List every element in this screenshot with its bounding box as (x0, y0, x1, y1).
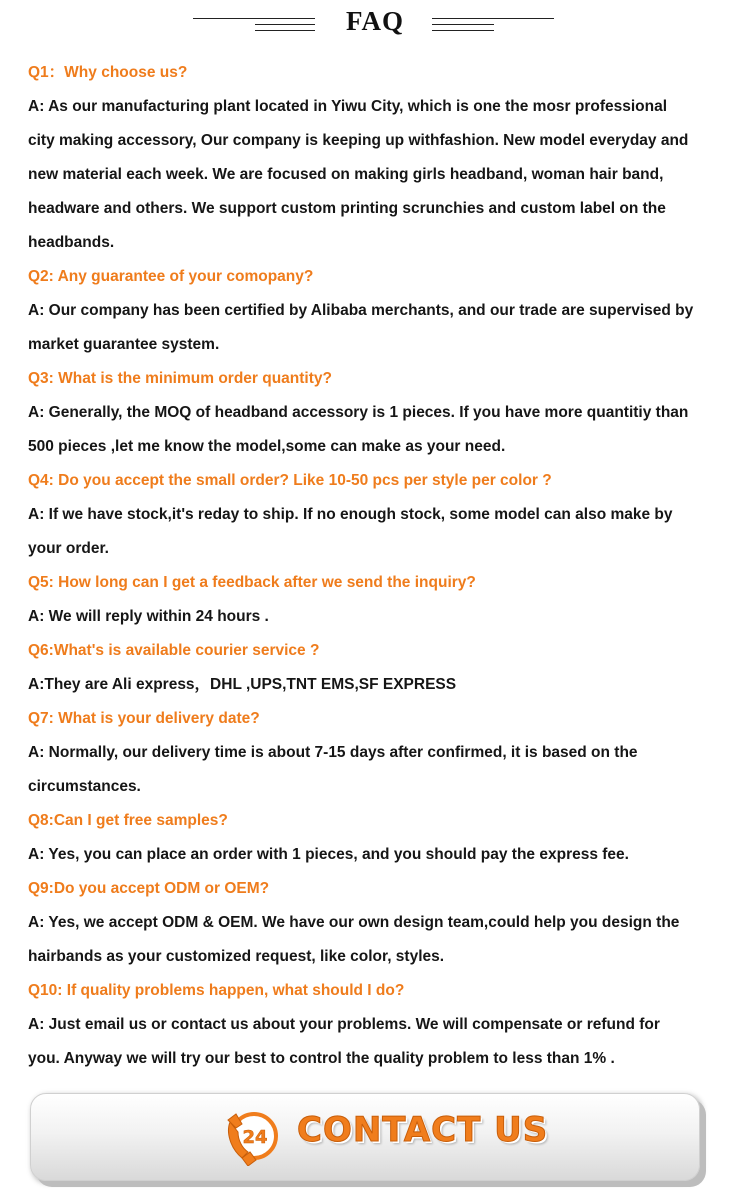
faq-answer-line: A: Normally, our delivery time is about 7-15 days after confirmed, it is based on the (28, 744, 638, 761)
faq-answer-line: A: Yes, you can place an order with 1 pieces, and you should pay the express fee. (28, 846, 629, 863)
faq-answer-line: market guarantee system. (28, 336, 220, 353)
faq-answer-line: hairbands as your customized request, like color, styles. (28, 948, 445, 965)
phone-24-icon (224, 1108, 282, 1166)
faq-list (28, 56, 728, 1076)
faq-answer-line: A: Yes, we accept ODM & OEM. We have our own design team,could help you design the (28, 914, 680, 931)
faq-answer-line: city making accessory, Our company is keeping up withfashion. New model everyday and (28, 132, 689, 149)
faq-question: Q9:Do you accept ODM or OEM? (28, 880, 270, 897)
faq-question: Q7: What is your delivery date? (28, 710, 260, 727)
faq-answer-line: A:They are Ali express，DHL ,UPS,TNT EMS,SF EXPRESS (28, 676, 457, 693)
contact-us-button[interactable] (30, 1093, 700, 1181)
faq-question: Q6:What's is available courier service ? (28, 642, 320, 659)
faq-answer-line: A: If we have stock,it's reday to ship. If no enough stock, some model can also make by (28, 506, 673, 523)
phone-icon-number: 24 (242, 1127, 268, 1148)
faq-answer-line: headware and others. We support custom printing scrunchies and custom label on the (28, 200, 666, 217)
page-title: FAQ (346, 6, 404, 36)
faq-answer-line: your order. (28, 540, 109, 557)
header-rule-right-mid (432, 24, 494, 25)
faq-question: Q8:Can I get free samples? (28, 812, 228, 829)
faq-header (0, 0, 750, 50)
faq-question: Q10: If quality problems happen, what should I do? (28, 982, 405, 999)
faq-answer-line: A: Our company has been certified by Alibaba merchants, and our trade are supervised by (28, 302, 694, 319)
faq-answer-line: new material each week. We are focused on making girls headband, woman hair band, (28, 166, 664, 183)
faq-answer-line: A: Just email us or contact us about your problems. We will compensate or refund for (28, 1016, 660, 1033)
faq-answer-line: you. Anyway we will try our best to control the quality problem to less than 1% . (28, 1050, 615, 1067)
faq-question: Q5: How long can I get a feedback after we send the inquiry? (28, 574, 476, 591)
contact-us-label: CONTACT US (297, 1110, 549, 1150)
faq-answer-line: headbands. (28, 234, 115, 251)
faq-question: Q3: What is the minimum order quantity? (28, 370, 332, 387)
faq-answer-line: 500 pieces ,let me know the model,some can make as your need. (28, 438, 506, 455)
faq-question: Q2: Any guarantee of your comopany? (28, 268, 314, 285)
faq-answer-line: A: As our manufacturing plant located in Yiwu City, which is one the mosr professional (28, 98, 668, 115)
faq-answer-line: A: Generally, the MOQ of headband accessory is 1 pieces. If you have more quantitiy than (28, 404, 689, 421)
faq-question: Q1：Why choose us? (28, 64, 188, 81)
faq-answer-line: circumstances. (28, 778, 141, 795)
faq-answer-line: A: We will reply within 24 hours . (28, 608, 269, 625)
header-rule-right-bottom (432, 30, 494, 31)
header-rule-right-top (432, 18, 554, 19)
faq-question: Q4: Do you accept the small order? Like 10-50 pcs per style per color ? (28, 472, 552, 489)
